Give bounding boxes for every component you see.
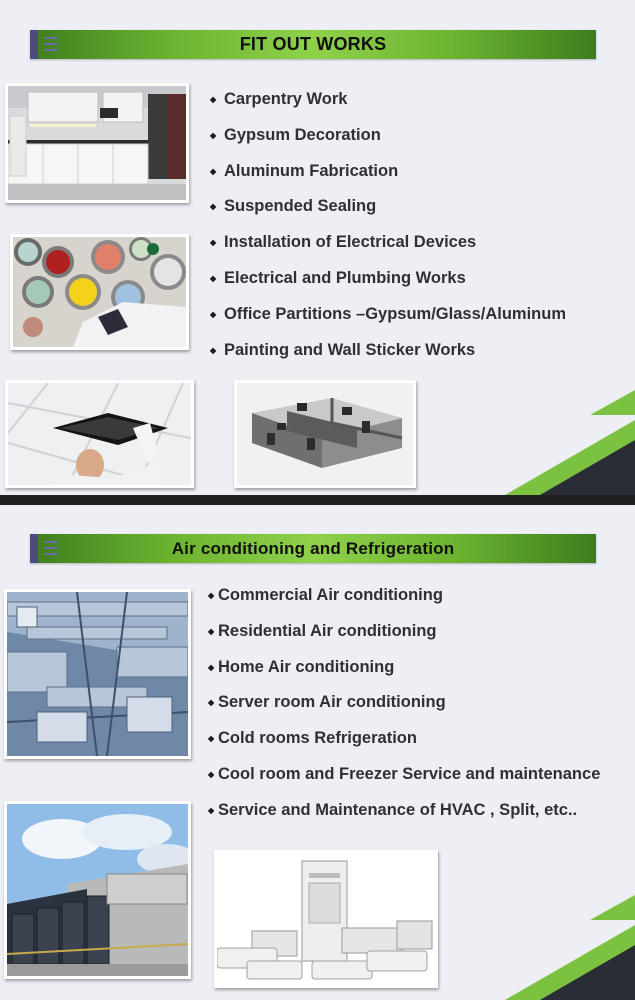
menu-icon [44,37,58,51]
list-item: ◆ Installation of Electrical Devices [210,230,566,266]
ceiling-worker-photo [5,380,194,488]
section-divider [0,495,635,505]
fit-out-section [0,0,635,495]
list-item: ◆ Painting and Wall Sticker Works [210,338,566,374]
list-item: ◆ Suspended Sealing [210,194,566,230]
banner-stub [30,30,38,59]
ac-list [208,583,600,834]
ac-title: Air conditioning and Refrigeration [171,538,455,558]
ac-units-photo [214,850,438,988]
rooftop-units-photo [4,801,191,979]
corner-decoration [485,385,635,495]
office-cubicles-photo [234,380,416,488]
list-item: ◆ Office Partitions –Gypsum/Glass/Aluminum [210,302,566,338]
fit-out-banner [30,30,596,59]
list-item: ◆ Residential Air conditioning [208,619,600,655]
list-item: ◆ Aluminum Fabrication [210,159,566,195]
kitchen-photo [5,83,189,203]
menu-icon [44,541,58,555]
banner-stub [30,534,38,563]
list-item: ◆ Server room Air conditioning [208,690,600,726]
ac-banner [30,534,596,563]
list-item: ◆ Service and Maintenance of HVAC , Split, etc.. [208,798,600,834]
fit-out-list [210,87,566,373]
list-item: ◆ Commercial Air conditioning [208,583,600,619]
list-item: ◆ Electrical and Plumbing Works [210,266,566,302]
list-item: ◆ Cool room and Freezer Service and maintenance [208,762,600,798]
list-item: ◆ Cold rooms Refrigeration [208,726,600,762]
list-item: ◆ Home Air conditioning [208,655,600,691]
list-item: ◆ Carpentry Work [210,87,566,123]
corner-decoration [485,890,635,1000]
list-item: ◆ Gypsum Decoration [210,123,566,159]
ac-section [0,505,635,1000]
fit-out-title: FIT OUT WORKS [239,34,387,54]
ducting-photo [4,589,191,759]
paint-cans-photo [10,234,189,350]
